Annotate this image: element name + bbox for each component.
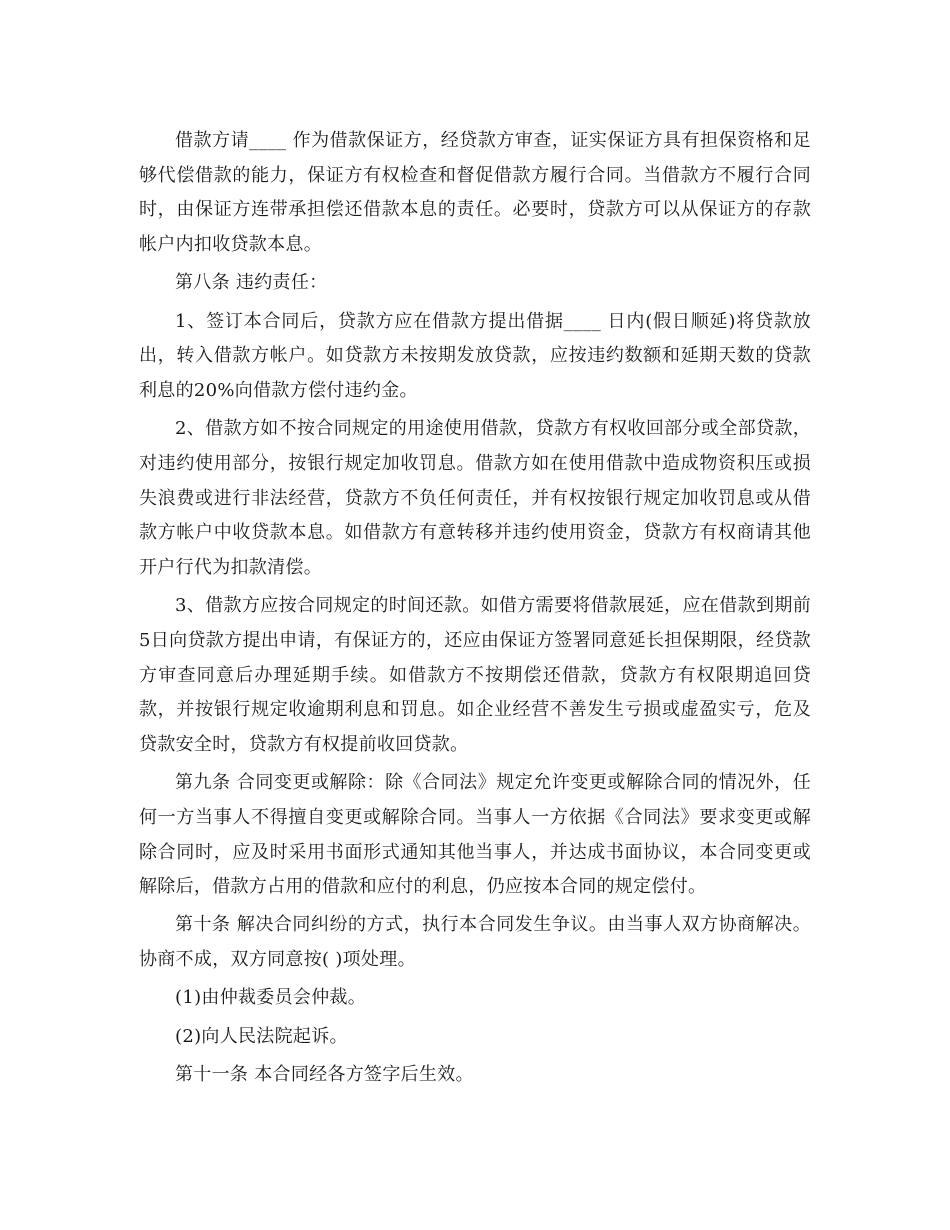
paragraph-option-1: (1)由仲裁委员会仲裁。 [175, 987, 367, 1009]
document-body [139, 124, 811, 1096]
paragraph-article-9: 第九条 合同变更或解除：除《合同法》规定允许变更或解除合同的情况外，任何一方当事人不得擅自变更或解除合同。当事人一方依据《合同法》要求变更或解除合同时，应及时采用书面形式通知其他当事人，并达成书面协议，本合同变更或解除后，借款方占用的借款和应付的利息，仍应按本合同的规定偿付。 [139, 772, 811, 898]
paragraph-option-2: (2)向人民法院起诉。 [175, 1025, 348, 1047]
paragraph-article-10: 第十条 解决合同纠纷的方式，执行本合同发生争议。由当事人双方协商解决。协商不成，双方同意按( )项处理。 [139, 914, 811, 971]
paragraph-clause-3: 3、借款方应按合同规定的时间还款。如借方需要将借款展延，应在借款到期前5日向贷款方提出申请，有保证方的，还应由保证方签署同意延长担保期限，经贷款方审查同意后办理延期手续。如借款方不按期偿还借款，贷款方有权限期追回贷款，并按银行规定收逾期利息和罚息。如企业经营不善发生亏损或虚盈实亏，危及贷款安全时，贷款方有权提前收回贷款。 [139, 595, 811, 755]
paragraph-clause-1: 1、签订本合同后，贷款方应在借款方提出借据____ 日内(假日顺延)将贷款放出，转入借款方帐户。如贷款方未按期发放贷款，应按违约数额和延期天数的贷款利息的20%向借款方偿付违约金。 [139, 310, 811, 401]
paragraph-guarantor: 借款方请____ 作为借款保证方，经贷款方审查，证实保证方具有担保资格和足够代偿借款的能力，保证方有权检查和督促借款方履行合同。当借款方不履行合同时，由保证方连带承担偿还借款本息的责任。必要时，贷款方可以从保证方的存款帐户内扣收贷款本息。 [139, 130, 811, 256]
paragraph-article-11: 第十一条 本合同经各方签字后生效。 [175, 1063, 474, 1085]
heading-article-8: 第八条 违约责任： [175, 272, 328, 294]
paragraph-clause-2: 2、借款方如不按合同规定的用途使用借款，贷款方有权收回部分或全部贷款，对违约使用部分，按银行规定加收罚息。借款方如在使用借款中造成物资积压或损失浪费或进行非法经营，贷款方不负任何责任，并有权按银行规定加收罚息或从借款方帐户中收贷款本息。如借款方有意转移并违约使用资金，贷款方有权商请其他开户行代为扣款清偿。 [139, 418, 811, 578]
